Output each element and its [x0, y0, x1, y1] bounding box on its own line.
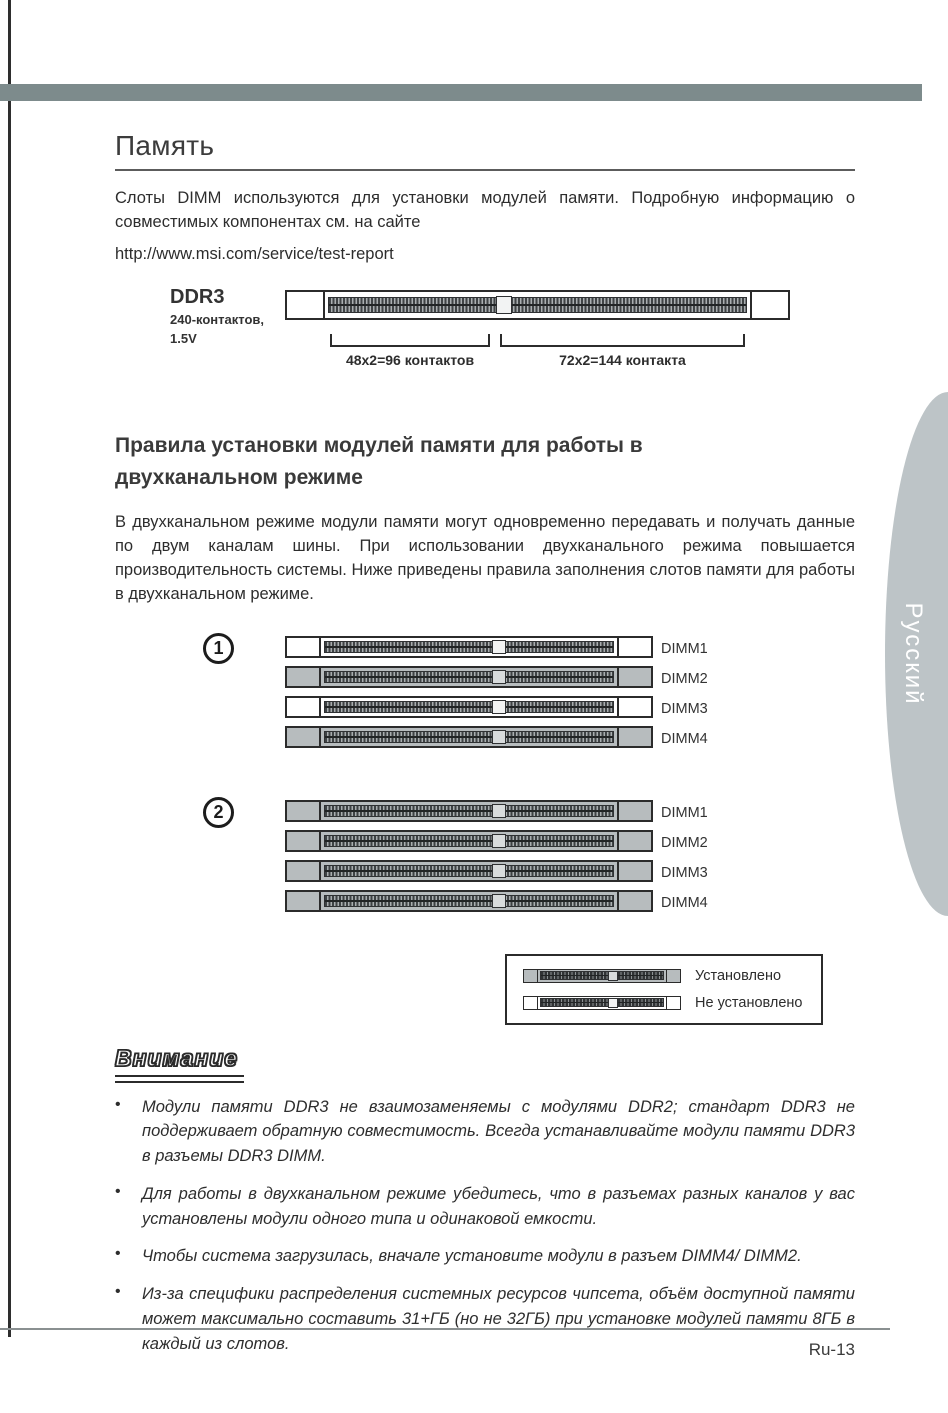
pin-strip — [324, 865, 614, 877]
slot-label: DIMM3 — [661, 864, 708, 881]
slot-label: DIMM4 — [661, 730, 708, 747]
legend-label: Не установлено — [695, 994, 803, 1011]
page-left-border — [8, 0, 11, 1337]
dimm-slot-graphic — [285, 696, 653, 718]
section-heading-line1: Правила установки модулей памяти для работы в — [115, 433, 643, 457]
page-content — [115, 130, 855, 1369]
language-side-tab — [885, 392, 948, 916]
config-diagram-2 — [213, 800, 745, 912]
pin-strip — [324, 731, 614, 743]
section-heading — [115, 430, 855, 495]
slot-label: DIMM1 — [661, 640, 708, 657]
legend-item-installed — [523, 968, 805, 984]
bullet-text: Из-за специфики распределения системных ресурсов чипсета, объём доступной памяти может максимально составить 31+ГБ (но не 32ГБ) при установке модулей памяти 8ГБ в каждый из слотов. — [142, 1285, 855, 1353]
config-number-badge: 1 — [203, 633, 234, 664]
intro-paragraph: Слоты DIMM используются для установки модулей памяти. Подробную информацию о совместимых компонентах см. на сайте — [115, 189, 855, 232]
legend-item-empty — [523, 995, 805, 1011]
attention-bullets — [115, 1095, 855, 1357]
attention-double-rule — [115, 1075, 244, 1083]
bullet-dot: • — [115, 1095, 121, 1113]
ddr3-caption — [170, 286, 280, 348]
ddr3-name: DDR3 — [170, 285, 225, 308]
right-bracket — [500, 334, 745, 347]
pin-strip — [324, 641, 614, 653]
section-heading-line2: двухканальном режиме — [115, 466, 363, 490]
legend — [505, 954, 823, 1025]
slot-label: DIMM3 — [661, 700, 708, 717]
dimm-slot-graphic — [285, 830, 653, 852]
pin-strip — [540, 971, 664, 980]
bullet-dot: • — [115, 1283, 121, 1301]
pin-strip — [540, 998, 664, 1007]
dimm-slot-graphic — [523, 996, 681, 1010]
pin-count-brackets — [285, 334, 790, 374]
dimm-slot-graphic — [285, 890, 653, 912]
ddr3-voltage: 1.5V — [170, 330, 197, 346]
ddr3-pin-count: 240-контактов, — [170, 311, 264, 327]
dimm-slot-graphic — [523, 969, 681, 983]
bullet-dot: • — [115, 1245, 121, 1263]
side-tab-label: Русский — [900, 602, 927, 706]
bullet-text: Для работы в двухканальном режиме убедитесь, что в разъемах разных каналов у вас установлены модули одного типа и одинаковой емкости. — [142, 1184, 855, 1228]
config-number-badge: 2 — [203, 797, 234, 828]
footer-rule — [0, 1328, 890, 1330]
slot-label: DIMM1 — [661, 804, 708, 821]
slot-row — [285, 860, 745, 882]
dimm-slot-graphic — [285, 860, 653, 882]
dimm-slot-graphic — [285, 290, 790, 320]
dimm-slot-graphic — [285, 666, 653, 688]
config-diagram-1 — [213, 636, 745, 748]
pin-strip — [324, 805, 614, 817]
slot-label: DIMM2 — [661, 670, 708, 687]
bullet-item — [115, 1182, 855, 1232]
dimm-slot-graphic — [285, 726, 653, 748]
slot-row — [285, 890, 745, 912]
page-number: Ru-13 — [808, 1340, 855, 1359]
legend-label: Установлено — [695, 967, 782, 984]
ddr3-slot-figure — [115, 285, 855, 392]
page-title: Память — [115, 130, 215, 161]
bullet-item — [115, 1244, 855, 1269]
slot-row — [285, 696, 745, 718]
slot-row — [285, 636, 745, 658]
title-rule — [115, 169, 855, 171]
pin-strip — [324, 701, 614, 713]
slot-row — [285, 830, 745, 852]
left-bracket — [330, 334, 490, 347]
right-bracket-label: 72x2=144 контакта — [559, 351, 686, 368]
ddr3-slot-diagram — [285, 290, 790, 320]
rules-paragraph: В двухканальном режиме модули памяти могут одновременно передавать и получать данные по двум каналам шины. При использовании двухканального режима повышается производительность системы. Ниже приведены правила заполнения слотов памяти для работы в двухканальном режиме. — [115, 512, 855, 604]
slot-row — [285, 800, 745, 822]
slot-row — [285, 726, 745, 748]
bullet-dot: • — [115, 1182, 121, 1200]
attention-section — [115, 1045, 855, 1357]
pin-strip — [324, 671, 614, 683]
left-bracket-label: 48x2=96 контактов — [345, 351, 475, 368]
dimm-slot-graphic — [285, 800, 653, 822]
bullet-item — [115, 1095, 855, 1169]
bullet-text: Чтобы система загрузилась, вначале установите модули в разъем DIMM4/ DIMM2. — [142, 1247, 802, 1266]
dimm-slot-graphic — [285, 636, 653, 658]
attention-heading-text: Внимание — [115, 1044, 239, 1071]
slot-row — [285, 666, 745, 688]
slot-label: DIMM2 — [661, 834, 708, 851]
pin-strip — [324, 895, 614, 907]
attention-heading — [115, 1045, 244, 1083]
bullet-text: Модули памяти DDR3 не взаимозаменяемы с модулями DDR2; стандарт DDR3 не поддерживает обратную совместимость. Всегда устанавливайте модули памяти DDR3 в разъемы DDR3 DIMM. — [142, 1097, 855, 1166]
header-accent-bar — [0, 84, 922, 101]
pin-strip — [328, 297, 747, 313]
pin-strip — [324, 835, 614, 847]
compatibility-url: http://www.msi.com/service/test-report — [115, 244, 394, 263]
slot-label: DIMM4 — [661, 894, 708, 911]
